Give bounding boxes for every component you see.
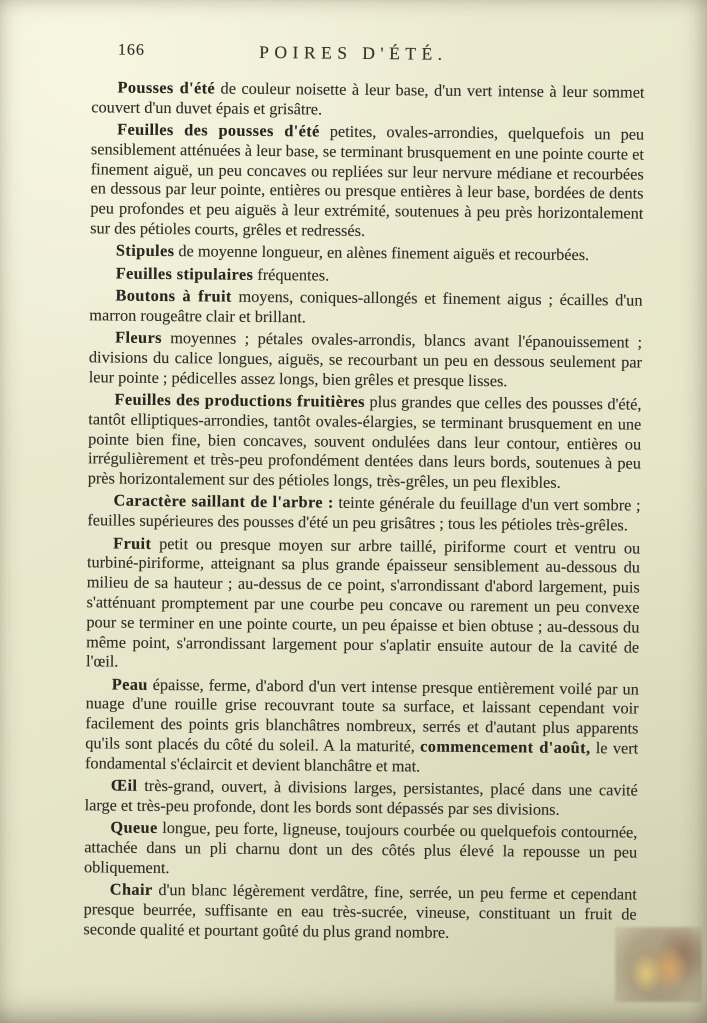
- paragraph-feuilles-productions: [88, 389, 642, 493]
- term-description: teinte générale du feuillage d'un vert sombre ; feuilles supérieures des pousses d'été un peu grisâtres ; tous les pétioles très-grêles.: [87, 493, 641, 535]
- term-label: Fruit: [113, 533, 152, 553]
- text-column: [83, 77, 644, 944]
- running-title: POIRES D'ÉTÉ.: [259, 41, 448, 64]
- paragraph-oeil: [85, 775, 638, 820]
- paragraph-caractere-arbre: [87, 491, 640, 536]
- paragraph-feuilles-stipulaires: [90, 263, 643, 288]
- term-label: Queue: [110, 817, 158, 838]
- term-description: très-grand, ouvert, à divisions larges, persistantes, placé dans une cavité large et très-peu profonde, dont les bords sont dépassés par ses divisions.: [84, 775, 638, 819]
- paragraph-fleurs: [89, 327, 643, 392]
- term-label: Pousses d'été: [117, 77, 216, 98]
- term-description: petit ou presque moyen sur arbre taillé, piriforme court et ventru ou turbiné-piriforme, atteignant sa plus grande épaisseur sensiblement au-dessous du milieu de sa hauteur ; au-dessus de ce point, s'arrondissant d'abord largement, puis s'atténuant promptement par une courbe peu concave ou rarement un peu convexe pour se terminer en une pointe courte, un peu épaisse et bien obtuse ; au-dessous du même point, s'arrondissant largement pour s'aplatir ensuite autour de la cavité de l'œil.: [85, 533, 641, 671]
- term-description: longue, peu forte, ligneuse, toujours courbée ou quelquefois contournée, attachée dans un pli charnu dont un des côtés plus élevé la repousse un peu obliquement.: [83, 818, 638, 877]
- watermark-pears-image: [615, 927, 702, 1002]
- term-label: Fleurs: [115, 327, 162, 348]
- term-label: Feuilles stipulaires: [115, 263, 254, 284]
- term-label: Stipules: [115, 240, 175, 261]
- term-description: d'un blanc légèrement verdâtre, fine, serrée, un peu ferme et cependant presque beurrée, suffisante en eau très-sucrée, vineuse, constituant un fruit de seconde qualité et pourtant goûté du plus grand nombre.: [83, 880, 637, 942]
- page-number: 166: [117, 41, 145, 59]
- term-description: épaisse, ferme, d'abord d'un vert intense presque entièrement voilé par un nuage d'une rouille grise recouvrant toute sa surface, et laissant cependant voir facilement des points gris blanchâtres nombreux, serrés et d'autant plus apparents qu'ils sont placés du côté du soleil. A la maturité,: [85, 674, 639, 756]
- paragraph-chair: [83, 879, 637, 944]
- paragraph-feuilles-pousses: [90, 119, 644, 243]
- term-description: fréquentes.: [257, 264, 330, 285]
- term-description: moyens, coniques-allongés et finement aigus ; écailles d'un marron rougeâtre clair et brillant.: [89, 286, 643, 327]
- term-label: Peau: [111, 674, 148, 694]
- paragraph-queue: [84, 817, 638, 882]
- term-label: Feuilles des productions fruitières: [114, 389, 366, 411]
- paragraph-fruit: [86, 533, 640, 677]
- term-description: petites, ovales-arrondies, quelquefois un peu sensiblement atténuées à leur base, se terminant brusquement en une pointe courte et finement aiguë, un peu concaves ou repliées sur leur nervure médiane et recourbées en dessous par leur pointe, entières ou presque entières à leur base, bordées de dents peu profondes et peu aiguës à leur extrémité, soutenues à peu près horizontalement sur des pétioles courts, grêles et redressés.: [90, 121, 645, 241]
- paragraph-stipules: [90, 241, 643, 266]
- term-label: Feuilles des pousses d'été: [117, 119, 320, 141]
- paragraph-pousses-dete: [91, 77, 644, 122]
- inline-bold-phrase: commencement d'août,: [420, 736, 591, 758]
- paragraph-peau: [85, 674, 639, 778]
- term-description: de couleur noisette à leur base, d'un vert intense à leur sommet couvert d'un duvet épais et grisâtre.: [91, 78, 645, 119]
- term-label: Caractère saillant de l'arbre :: [113, 490, 334, 513]
- term-description-continued: le vert fondamental s'éclaircit et devient blanchâtre et mat.: [84, 738, 639, 776]
- term-label: Œil: [110, 775, 138, 795]
- term-label: Chair: [109, 879, 153, 900]
- term-description: plus grandes que celles des pousses d'été, tantôt elliptiques-arrondies, tantôt ovales-élargies, se terminant brusquement en une pointe bien fine, bien concaves, souvent ondulées dans leur contour, entières ou irrégulièrement et très-peu profondément dentées dans leurs bords, soutenues à peu près horizontalement sur des pétioles longs, très-grêles, un peu flexibles.: [87, 391, 642, 492]
- page-header: [0, 39, 707, 70]
- paragraph-boutons-a-fruit: [89, 285, 642, 330]
- term-description: de moyenne longueur, en alènes finement aiguës et recourbées.: [178, 241, 590, 265]
- term-description: moyennes ; pétales ovales-arrondis, blancs avant l'épanouissement ; divisions du calice longues, aiguës, se recourbant un peu en dessous seulement par leur pointe ; pédicelles assez longs, bien grêles et presque lisses.: [88, 328, 643, 390]
- term-label: Boutons à fruit: [115, 285, 232, 306]
